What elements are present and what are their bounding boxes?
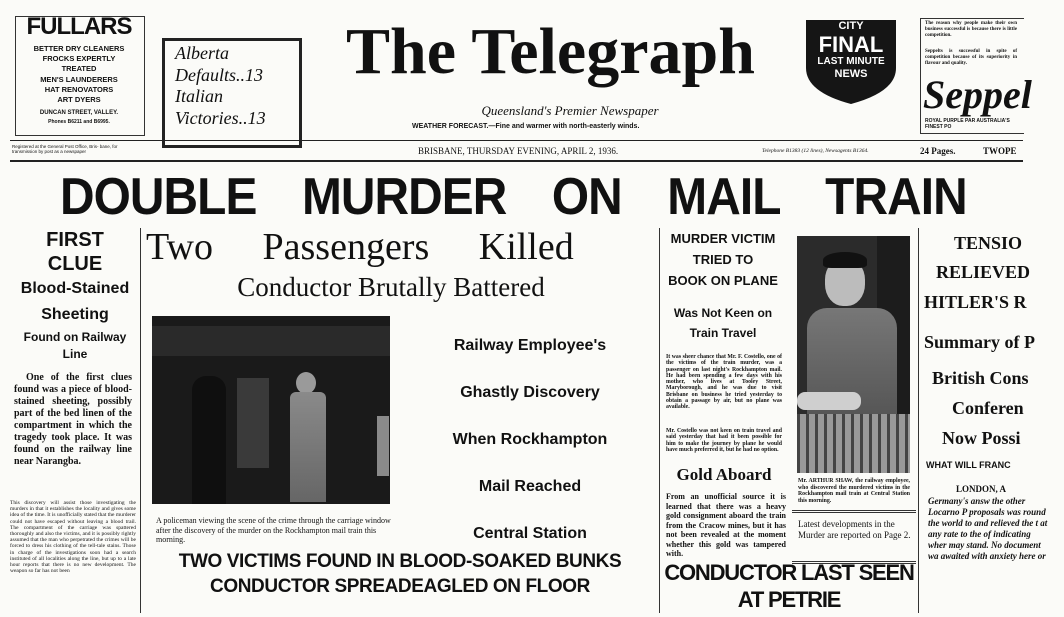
badge-line: FINAL bbox=[818, 32, 884, 57]
weather-forecast: WEATHER FORECAST.—Fine and warmer with north-easterly winds. bbox=[412, 123, 640, 130]
photo-window bbox=[237, 378, 269, 468]
ad-line: FROCKS EXPERTLY bbox=[42, 54, 116, 64]
main-bottom-lines bbox=[140, 549, 660, 599]
subhead-line: Was Not Keen on bbox=[673, 306, 773, 320]
right-col bbox=[922, 228, 1048, 613]
dateline: BRISBANE, THURSDAY EVENING, APRIL 2, 1936. bbox=[418, 146, 619, 156]
left-col-body: This discovery will assist those investigating the murders in that it establishes the locality and gives some idea of the time. It is unofficially stated that the murderer could not have escaped without leaving a blood trail. The compartment of the carriage was spattered thoroughly and also the victims, and it is possibly rightly assumed that the man who perpetrated the crimes will be forced to dress his clothing of the tell-tale stains. Those in charge of the investigations soon had a search instituted of all localities along the line, but up to a late hour reports that there is no new development. The weapon so far has not been bbox=[10, 500, 136, 575]
victim-p1: It was sheer chance that Mr. F. Costello, one of the victims of the train murder, was a passenger on last night's Rockhampton mail. He had been spending a few days with his mother, who lives at Tooley Street, Maryborough, and he was due to visit Brisbane on business he tried yesterday to obtain a passage by air, but no plane was available. bbox=[666, 354, 782, 411]
gold-headline: Gold Aboard bbox=[676, 465, 772, 484]
badge-line: LAST MINUTE bbox=[817, 56, 885, 67]
right-col-headline: British Cons bbox=[932, 368, 1029, 388]
right-col-headline: RELIEVED bbox=[936, 262, 1031, 282]
main-headline: Two Passengers Killed bbox=[146, 226, 574, 268]
victim-subheads bbox=[662, 303, 784, 343]
left-col-headlines bbox=[10, 228, 140, 362]
telephone-line: Telephone B1383 (12 lines), Newsagents B1364. bbox=[762, 148, 869, 154]
ad-fullars-address: DUNCAN STREET, VALLEY. bbox=[39, 110, 119, 116]
headline-line: FIRST bbox=[46, 229, 104, 251]
masthead-subtitle: Queensland's Premier Newspaper bbox=[481, 103, 659, 118]
badge-line: NEWS bbox=[834, 68, 868, 80]
right-col-dateline: LONDON, A bbox=[956, 484, 1007, 494]
masthead-rule-top bbox=[10, 140, 1023, 141]
ad-seppelt-brand: Seppel bbox=[923, 72, 1032, 117]
victim-headlines bbox=[662, 228, 784, 291]
ad-line: BETTER DRY CLEANERS bbox=[33, 44, 125, 53]
photo-figure-left bbox=[192, 376, 226, 504]
sports-line: Alberta bbox=[175, 43, 229, 63]
main-decks bbox=[414, 322, 646, 557]
column-rule bbox=[918, 228, 919, 613]
right-col-subhead: WHAT WILL FRANC bbox=[926, 460, 1011, 470]
ad-fullars-lines bbox=[15, 44, 143, 105]
headline-line: CLUE bbox=[47, 253, 103, 275]
deck-line: Mail Reached bbox=[478, 478, 582, 495]
victim-p2: Mr. Costello was not keen on train travel and said yesterday that had it been possible for him to make the journey by plane he would have much preferred it, but he had no option. bbox=[666, 428, 782, 453]
shaw-caption: Mr. ARTHUR SHAW, the railway employee, who discovered the murdered victims in the Rockhampton mail train at Central Station this morning. bbox=[798, 478, 910, 504]
photo-carriage-panel bbox=[152, 326, 390, 356]
photo-policeman-body bbox=[290, 392, 326, 502]
ad-line: TREATED bbox=[61, 64, 97, 74]
photo-window bbox=[377, 416, 389, 476]
edition-badge-text bbox=[803, 20, 899, 81]
headline-line: MURDER VICTIM bbox=[670, 231, 776, 246]
headline-line: AT PETRIE bbox=[737, 587, 841, 612]
ad-seppelt-footer: ROYAL PURPLE PAR AUSTRALIA'S FINEST PO bbox=[925, 118, 1010, 130]
headline-line: Sheeting bbox=[41, 306, 109, 323]
photo-arm bbox=[797, 392, 861, 410]
deck-line: Central Station bbox=[473, 525, 587, 542]
right-col-headline: TENSIO bbox=[954, 233, 1023, 253]
bottom-line: CONDUCTOR SPREADEAGLED ON FLOOR bbox=[210, 576, 590, 597]
headline-line: Line bbox=[62, 347, 88, 361]
ad-line: HAT RENOVATORS bbox=[44, 84, 114, 94]
gold-body: From an unofficial source it is learned that there was a heavy gold consignment aboard the train from the Cracow mines, but it has not been revealed at the moment whether this gold was tampered with. bbox=[666, 492, 786, 558]
deck-line: When Rockhampton bbox=[452, 431, 608, 448]
deck-line: Ghastly Discovery bbox=[460, 384, 600, 401]
arthur-shaw-photo bbox=[797, 236, 910, 473]
headline-line: Blood-Stained bbox=[20, 280, 130, 297]
price: TWOPE bbox=[983, 146, 1017, 156]
ad-fullars-phones: Phones B6211 and B6995. bbox=[48, 119, 110, 125]
photo-policeman-head bbox=[296, 372, 316, 394]
masthead-title: The Telegraph bbox=[346, 15, 755, 88]
subhead-line: Train Travel bbox=[689, 326, 757, 340]
headline-line: Found on Railway bbox=[23, 330, 127, 344]
ad-line: MEN'S LAUNDERERS bbox=[40, 74, 118, 84]
badge-line: CITY bbox=[838, 20, 864, 32]
photo-caption: A policeman viewing the scene of the crime through the carriage window after the discovery of the murder on the Rockhampton mail train this morning. bbox=[156, 516, 391, 544]
sports-line: Victories..13 bbox=[175, 107, 266, 128]
photo-hair bbox=[823, 252, 867, 268]
registered-notice: Registered at the General Post Office, Bris- bane, for transmission by post as a newspaper bbox=[12, 144, 118, 154]
banner-headline: DOUBLE MURDER ON MAIL TRAIN bbox=[60, 168, 967, 226]
right-col-headline: HITLER'S R bbox=[924, 292, 1027, 312]
ad-line: ART DYERS bbox=[57, 95, 101, 105]
headline-line: CONDUCTOR LAST SEEN bbox=[664, 560, 914, 585]
latest-developments-box bbox=[792, 510, 916, 564]
masthead-rule-bottom bbox=[10, 160, 1023, 162]
right-col-headline: Conferen bbox=[952, 398, 1024, 418]
latest-developments-text: Latest developments in the Murder are reported on Page 2. bbox=[798, 519, 911, 540]
right-col-body: Germany's answ the other Locarno P proposals was round the world to and relieved the t at any rate to the of indicating wher may stand. No document wa awaited with anxiety here or bbox=[928, 496, 1048, 561]
headline-line: BOOK ON PLANE bbox=[668, 273, 778, 288]
sports-line: Italian bbox=[175, 86, 223, 106]
deck-line: Railway Employee's bbox=[453, 337, 607, 354]
photo-railing bbox=[797, 414, 910, 473]
right-col-headline: Now Possi bbox=[942, 428, 1021, 448]
sports-line: Defaults..13 bbox=[175, 64, 263, 85]
right-col-headline: Summary of P bbox=[924, 332, 1035, 352]
ad-seppelt-body: Seppelts is successful in spite of competition because of its superiority in flavour and quality. bbox=[925, 49, 1017, 66]
sports-box-text bbox=[175, 43, 266, 129]
page-count: 24 Pages. bbox=[920, 146, 956, 156]
left-col-lead: One of the first clues found was a piece of blood-stained sheeting, possibly part of the bed linen of the compartment in which the tragedy took place. It was found on the railway line near Narangba. bbox=[14, 372, 132, 467]
ad-seppelt bbox=[920, 18, 1032, 134]
main-subhead: Conductor Brutally Battered bbox=[237, 272, 545, 302]
ad-fullars-name: FULLARS bbox=[26, 13, 132, 40]
bottom-line: TWO VICTIMS FOUND IN BLOOD-SOAKED BUNKS bbox=[178, 551, 622, 572]
conductor-headline bbox=[660, 559, 918, 611]
crime-scene-photo bbox=[152, 316, 390, 504]
headline-line: TRIED TO bbox=[692, 252, 754, 267]
ad-seppelt-intro: The reason why people make their own business successful is because there is little competition. bbox=[925, 21, 1017, 38]
